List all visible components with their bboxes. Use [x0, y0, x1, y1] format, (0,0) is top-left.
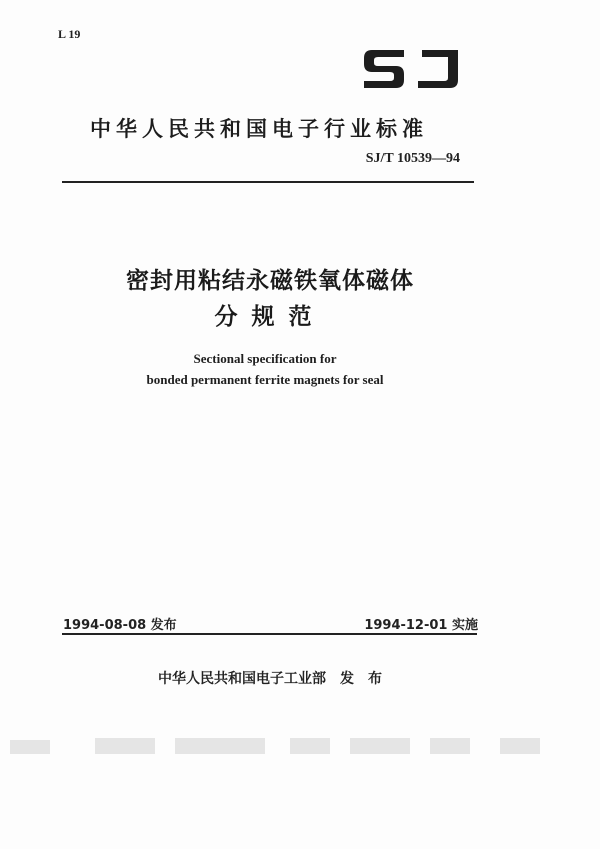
- issue-date: 1994-08-08 发布: [63, 618, 177, 633]
- english-title-line-2: bonded permanent ferrite magnets for seal: [146, 372, 384, 387]
- footer-divider: [62, 633, 477, 635]
- chinese-title-line-1: 密封用粘结永磁铁氧体磁体: [126, 268, 414, 294]
- classification-code: L 19: [58, 27, 81, 41]
- bleed-through-shadow: [0, 728, 600, 768]
- sj-logo: [360, 44, 462, 94]
- english-title-line-1: Sectional specification for: [193, 351, 337, 366]
- implementation-date: 1994-12-01 实施: [364, 618, 478, 633]
- header-divider: [62, 181, 474, 183]
- chinese-title-line-2: 分规范: [214, 304, 326, 330]
- standard-number: SJ/T 10539—94: [365, 151, 460, 166]
- publisher: 中华人民共和国电子工业部 发 布: [158, 671, 382, 687]
- industry-standard-title: 中华人民共和国电子行业标准: [90, 117, 428, 141]
